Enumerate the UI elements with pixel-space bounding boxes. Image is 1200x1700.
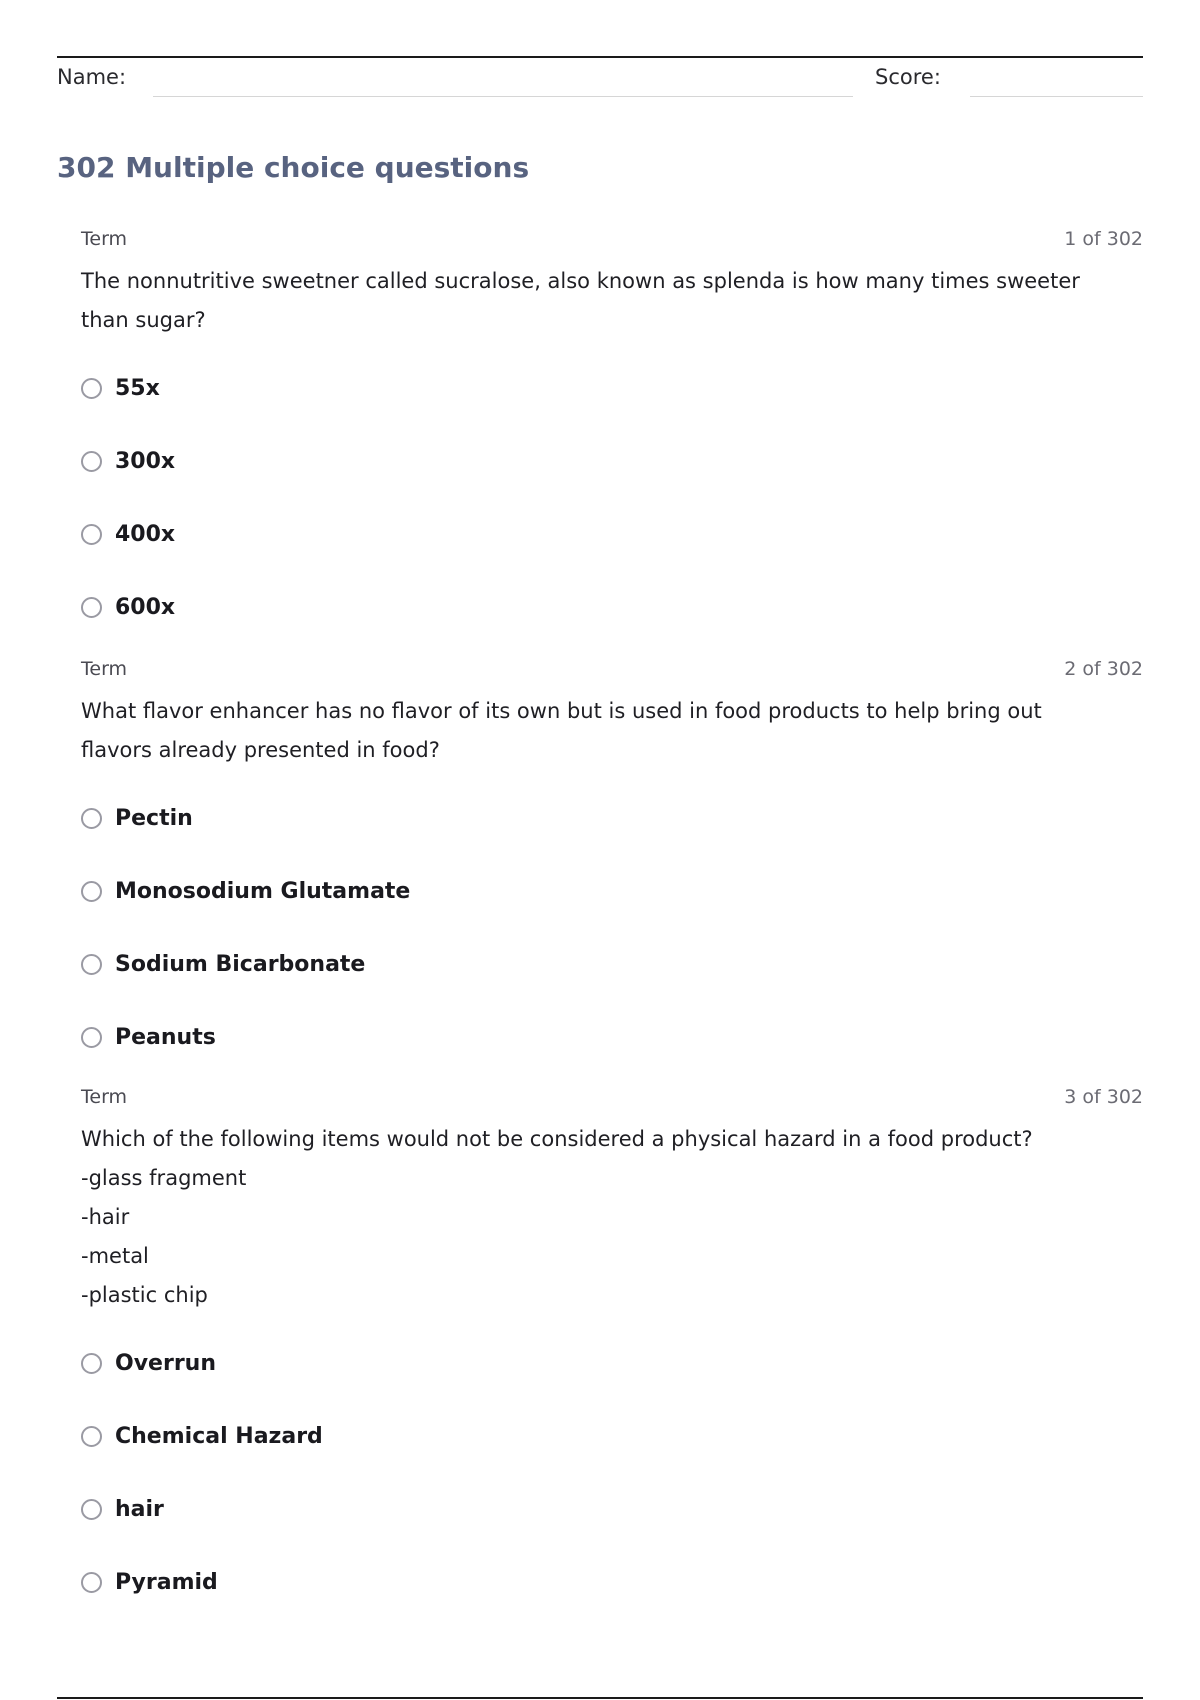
question-text-line: -hair [81, 1205, 130, 1229]
question-meta [81, 226, 1143, 252]
question-text-line: What flavor enhancer has no flavor of its own but is used in food products to help bring out [81, 699, 1042, 723]
top-divider [57, 56, 1143, 58]
radio-button-icon[interactable] [81, 597, 102, 618]
answer-label: Peanuts [115, 1025, 216, 1050]
answer-option[interactable] [81, 782, 1143, 855]
radio-button-icon[interactable] [81, 1499, 102, 1520]
answer-label: Overrun [115, 1351, 216, 1376]
answer-option[interactable] [81, 1400, 1143, 1473]
radio-button-icon[interactable] [81, 808, 102, 829]
page-title: 302 Multiple choice questions [57, 151, 530, 184]
answer-label: Chemical Hazard [115, 1424, 323, 1449]
question-3 [81, 1084, 1143, 1619]
question-text [81, 262, 1143, 340]
question-counter: 1 of 302 [1064, 228, 1143, 250]
question-text-line: -metal [81, 1244, 149, 1268]
answer-label: Monosodium Glutamate [115, 879, 411, 904]
answer-label: Pectin [115, 806, 193, 831]
question-counter: 3 of 302 [1064, 1086, 1143, 1108]
question-text-line: -plastic chip [81, 1283, 208, 1307]
radio-button-icon[interactable] [81, 1353, 102, 1374]
answer-label: Sodium Bicarbonate [115, 952, 366, 977]
answer-label: 600x [115, 595, 176, 620]
term-label: Term [81, 1086, 128, 1108]
worksheet-page [57, 0, 1143, 1700]
answer-option[interactable] [81, 928, 1143, 1001]
answer-label: hair [115, 1497, 164, 1522]
bottom-divider [57, 1697, 1143, 1699]
question-text-line: flavors already presented in food? [81, 738, 440, 762]
answer-option[interactable] [81, 1001, 1143, 1074]
radio-button-icon[interactable] [81, 954, 102, 975]
answer-option[interactable] [81, 1327, 1143, 1400]
answer-options [81, 782, 1143, 1074]
name-field[interactable] [153, 96, 853, 97]
score-field[interactable] [970, 96, 1143, 97]
answer-option[interactable] [81, 855, 1143, 928]
answer-option[interactable] [81, 498, 1143, 571]
question-text-line: than sugar? [81, 308, 206, 332]
answer-option[interactable] [81, 1546, 1143, 1619]
answer-label: 55x [115, 376, 160, 401]
name-label: Name: [57, 65, 127, 89]
answer-label: Pyramid [115, 1570, 218, 1595]
answer-option[interactable] [81, 352, 1143, 425]
question-text-line: The nonnutritive sweetner called sucralose, also known as splenda is how many times sweeter [81, 269, 1080, 293]
score-label: Score: [875, 65, 941, 89]
question-meta [81, 1084, 1143, 1110]
answer-option[interactable] [81, 425, 1143, 498]
radio-button-icon[interactable] [81, 378, 102, 399]
answer-options [81, 1327, 1143, 1619]
answer-label: 400x [115, 522, 176, 547]
question-text [81, 1120, 1143, 1315]
question-text [81, 692, 1143, 770]
answer-option[interactable] [81, 1473, 1143, 1546]
radio-button-icon[interactable] [81, 881, 102, 902]
radio-button-icon[interactable] [81, 524, 102, 545]
radio-button-icon[interactable] [81, 1027, 102, 1048]
answer-options [81, 352, 1143, 644]
question-1 [81, 226, 1143, 644]
answer-label: 300x [115, 449, 176, 474]
radio-button-icon[interactable] [81, 1572, 102, 1593]
term-label: Term [81, 658, 128, 680]
question-text-line: -glass fragment [81, 1166, 247, 1190]
question-meta [81, 656, 1143, 682]
answer-option[interactable] [81, 571, 1143, 644]
header-row [57, 64, 1143, 100]
radio-button-icon[interactable] [81, 1426, 102, 1447]
question-2 [81, 656, 1143, 1074]
question-text-line: Which of the following items would not be considered a physical hazard in a food product? [81, 1127, 1033, 1151]
radio-button-icon[interactable] [81, 451, 102, 472]
term-label: Term [81, 228, 128, 250]
question-counter: 2 of 302 [1064, 658, 1143, 680]
